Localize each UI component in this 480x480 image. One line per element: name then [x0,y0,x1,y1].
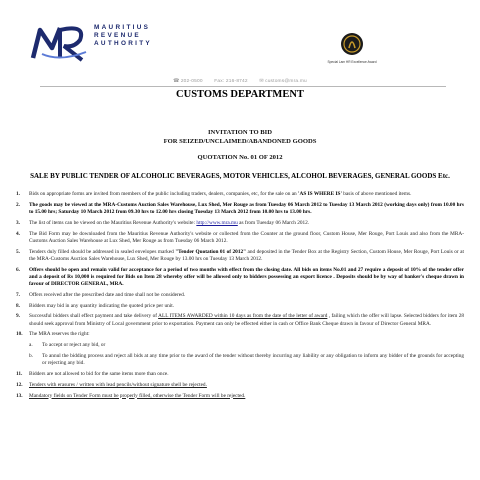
award-badge [322,32,382,64]
invitation-heading: INVITATION TO BID [207,129,272,136]
sub-item-text: To accept or reject any bid, or [42,342,106,349]
page-title: CUSTOMS DEPARTMENT [176,89,304,100]
logo-line-3: AUTHORITY [94,39,152,47]
clause-number: 9. [16,313,20,320]
clause-number: 3. [16,219,20,226]
clause-text-part: and deposited in the Tender Box at the Registry Section, Custom House, Mer Rouge, Port Louis or at the MRA-Customs Auction Sales Warehouse, Lux Shed, Mer Rouge by 13.00 hrs on Tuesday 13 March 2012. [29,248,464,262]
clause-number: 6. [16,266,20,273]
sub-item-letter: b. [29,352,33,359]
clause-text: Tenders with erasures / written with lead pencils/without signature shell be rejected. [29,381,207,388]
clause-number: 2. [16,201,20,208]
clause-5 [16,249,464,263]
clause-text [29,220,464,227]
clause-text-part: Successful bidders shall effect payment and take delivery of [29,313,159,320]
sub-item-letter: a. [29,342,33,349]
clause-7 [16,292,464,299]
clause-text: Bidders may bid in any quantity indicating the quoted price per unit. [29,302,175,309]
goods-heading: FOR SEIZED/UNCLAIMED/ABANDONED GOODS [163,138,317,145]
clause-4 [16,231,464,245]
clause-number: 10. [16,331,23,338]
clause-number: 13. [16,392,23,399]
phone-text: ☎ 202-0500 [173,79,203,84]
clause-6 [16,267,464,289]
clause-11 [16,371,464,378]
clause-number: 8. [16,302,20,309]
clause-10-a [29,342,464,349]
clause-text: The MRA reserves the right: [29,331,90,338]
clause-12 [16,382,464,389]
clause-text [29,249,464,263]
clause-number: 12. [16,381,23,388]
award-deadline-text: ALL ITEMS AWARDED within 10 days as from the date of the letter of award [158,313,328,320]
as-is-where-is: 'AS IS WHERE IS' [298,191,342,197]
clause-text: Bidders are not allowed to bid for the same items more than once. [29,370,169,377]
award-caption: Special Lam HR Excellence Award [327,60,377,64]
clause-text [29,191,464,198]
clause-text: The goods may be viewed at the MRA-Customs Auction Sales Warehouse, Lux Shed, Mer Rouge as from Tuesday 06 March 2012 to Tuesday 13 March 2012 (working days only) from 10.00 hrs to 15.00 hrs; Saturday 10 March 2012 from 09.30 hrs to 12.00 hrs closing Tuesday 13 March 2012 from 10.00 hrs to 13.00 hrs. [29,201,464,215]
sub-item-text: To annul the bidding process and reject all bids at any time prior to the award of the tender without thereby incurring any liability or any obligation to inform any bidder of the grounds for accepting or rejecting any bid. [42,352,464,367]
fax-text: Fax: 216-8742 [214,79,248,84]
clause-number: 5. [16,248,20,255]
clause-number: 11. [16,370,23,377]
clause-10-b [29,353,464,367]
contact-line [0,79,480,84]
email-text: ✉ customs@mra.mu [259,79,307,84]
clause-text-part: , failing which the offer will lapse. Selected bidders for item 28 should seek approval from Ministry of Local government prior to exportation. Payment can only be effected either in cash or Office Bank Cheque drawn in favour of Director General MRA. [29,313,464,327]
clause-text-part: Tenders duly filled should be addressed in sealed envelopes marked [29,248,176,255]
clauses-list [16,191,464,403]
clause-text: Mandatory fields on Tender Form must be properly filled, otherwise the Tender Form will be rejected. [29,392,246,399]
clause-text: Offers should be open and remain valid for acceptance for a period of two months with effect from the closing date. All bids on items No.01 and 27 require a deposit of 10% of the tender offer and a deposit of Rs 10,000 is required for Bids on Item 28 whereby offer will be allowed only to bidders possessing an export licence . Deposits should be by way of banker's cheque drawn in favour of DIRECTOR GENERAL, MRA. [29,266,464,287]
mra-logo-icon [30,18,92,62]
logo-wordmark [94,24,152,47]
mra-website-link[interactable]: http://www.mra.mu [196,219,238,226]
clause-13 [16,393,464,400]
clause-10 [16,331,464,338]
clause-8 [16,303,464,310]
clause-2 [16,202,464,216]
tender-quotation-label: "Tender Quotation 01 of 2012" [175,248,247,255]
logo-line-2: REVENUE [94,31,141,39]
clause-text-part: basis of above mentioned items. [341,191,412,197]
clause-1 [16,191,464,198]
clause-number: 4. [16,230,20,237]
clause-text-part: The list of items can be viewed on the Mauritius Revenue Authority's website: [29,219,197,226]
quotation-number: QUOTATION No. 01 OF 2012 [197,154,283,161]
sale-heading: SALE BY PUBLIC TENDER OF ALCOHOLIC BEVERAGES, MOTOR VEHICLES, ALCOHOL BEVERAGES, GENERAL GOODS Etc. [30,172,450,180]
clause-9 [16,313,464,327]
clause-number: 7. [16,291,20,298]
clause-text-part: as from Tuesday 06 March 2012. [237,219,310,226]
clause-text-part: Bids on appropriate forms are invited from members of the public including traders, dealers, companies, etc, for the sale on an [29,191,299,197]
logo-line-1: MAURITIUS [94,24,151,31]
award-icon [340,32,364,56]
clause-text: Offers received after the prescribed date and time shall not be considered. [29,291,186,298]
header-divider [40,86,446,87]
clause-3 [16,220,464,227]
clause-text: The Bid Form may be downloaded from the Mauritius Revenue Authority's website or collected from the Counter at the ground floor, Custom House, Mer Rouge, Port Louis and also from the MRA-Customs Auction Sales Warehouse at Lux Shed, Mer Rouge as from Tuesday 06 March 2012. [29,230,464,244]
clause-number: 1. [16,191,20,197]
clause-text [29,313,464,327]
